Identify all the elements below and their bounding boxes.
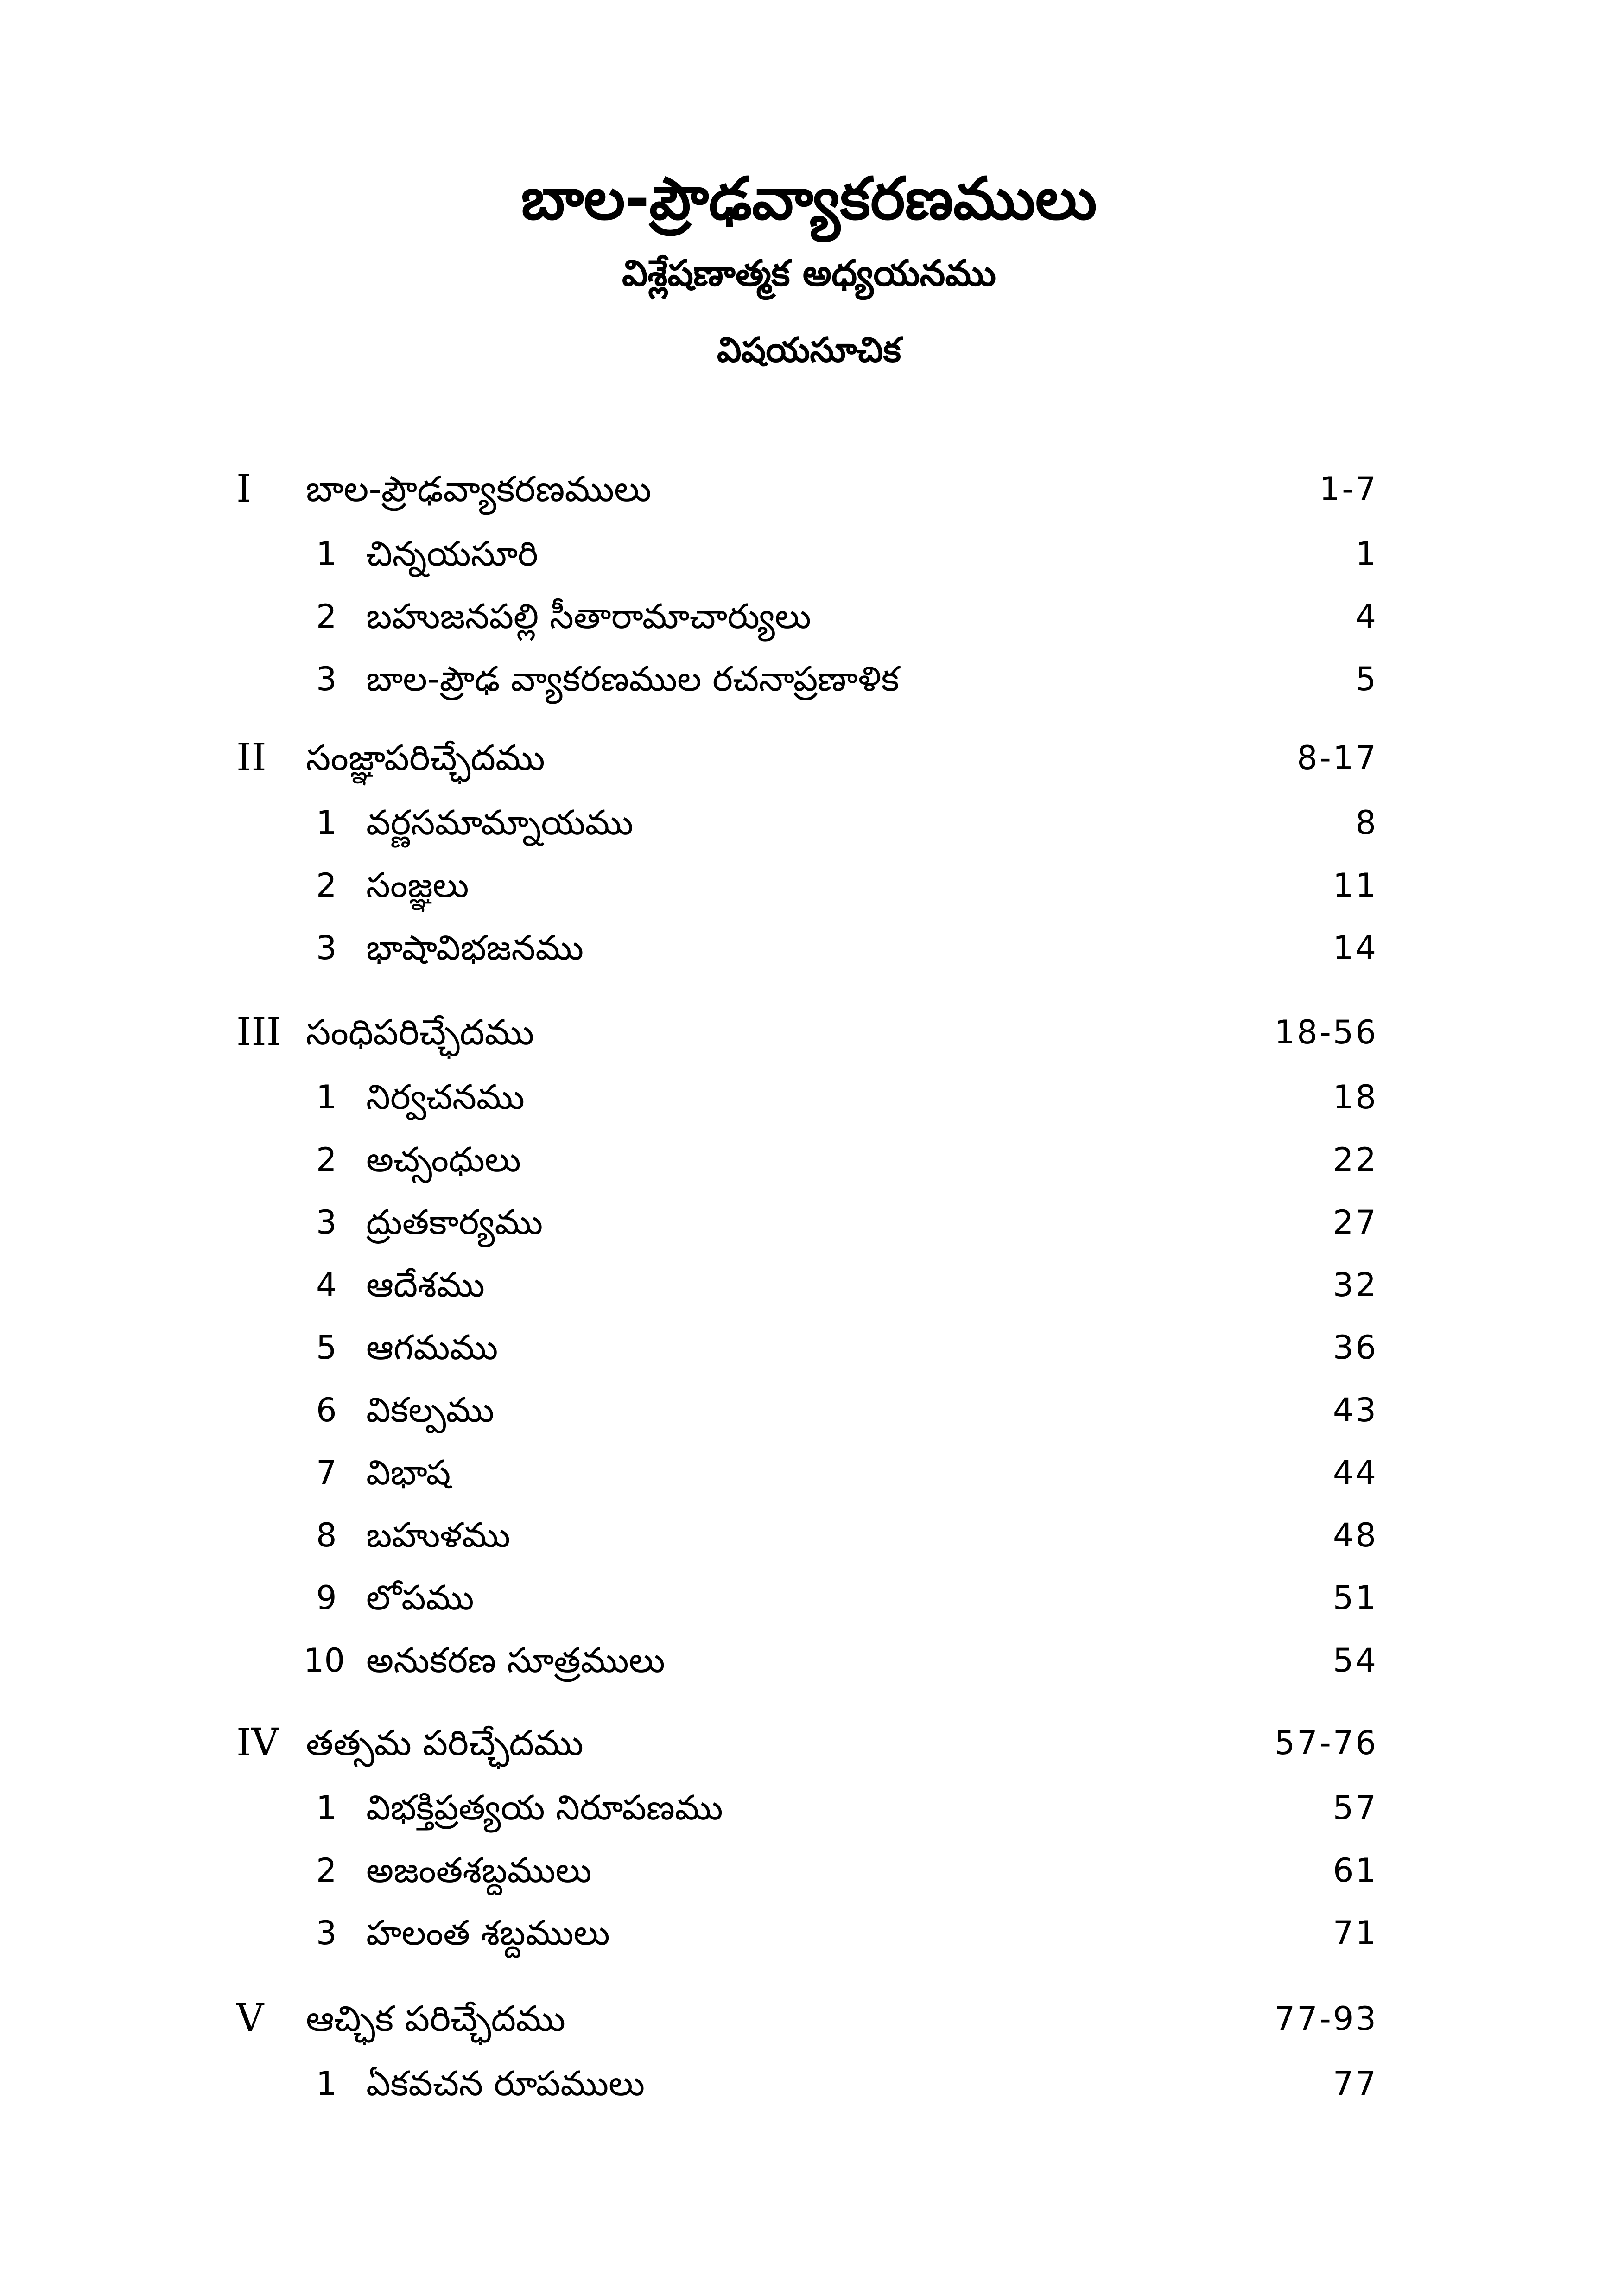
section-number: 1 [316, 535, 337, 573]
chapter-entry [0, 730, 1618, 786]
section-page: 61 [1332, 1851, 1378, 1889]
chapter-page-range: 77-93 [1274, 2000, 1378, 2038]
section-entry [0, 1445, 1618, 1501]
section-title: ద్రుతకార్యము [366, 1202, 543, 1242]
chapter-title: ఆచ్ఛిక పరిచ్ఛేదము [306, 1998, 565, 2039]
contents-heading: విషయసూచిక [717, 330, 901, 370]
section-title: భాషావిభజనము [366, 928, 584, 968]
book-title: బాల-ప్రౌఢవ్యాకరణములు [521, 165, 1097, 233]
section-number: 2 [316, 1141, 337, 1179]
section-title: విభక్తిప్రత్యయ నిరూపణము [366, 1788, 723, 1828]
chapter-title: తత్సమ పరిచ్ఛేదము [306, 1722, 584, 1763]
section-page: 51 [1332, 1579, 1378, 1617]
section-entry [0, 858, 1618, 913]
section-number: 2 [316, 598, 337, 636]
section-entry [0, 1905, 1618, 1961]
section-page: 77 [1332, 2065, 1378, 2103]
section-title: బహుజనపల్లి సీతారామాచార్యులు [366, 597, 811, 636]
section-number: 1 [316, 2065, 337, 2103]
section-title: బాల-ప్రౌఢ వ్యాకరణముల రచనాప్రణాళిక [366, 659, 900, 699]
section-entry [0, 2056, 1618, 2112]
section-page: 44 [1332, 1454, 1378, 1492]
section-entry [0, 795, 1618, 851]
section-entry [0, 920, 1618, 976]
section-title: ఏకవచన రూపములు [366, 2064, 645, 2104]
section-entry [0, 1570, 1618, 1626]
section-number: 1 [316, 1078, 337, 1116]
section-number: 3 [316, 1203, 337, 1241]
section-number: 1 [316, 1789, 337, 1827]
section-entry [0, 1195, 1618, 1250]
section-page: 8 [1355, 804, 1378, 842]
section-page: 1 [1355, 535, 1378, 573]
section-number: 2 [316, 1851, 337, 1889]
section-page: 36 [1332, 1329, 1378, 1367]
chapter-page-range: 57-76 [1274, 1724, 1378, 1762]
section-number: 4 [316, 1266, 337, 1304]
section-page: 11 [1332, 866, 1378, 904]
section-page: 32 [1332, 1266, 1378, 1304]
section-page: 48 [1332, 1516, 1378, 1554]
section-number: 3 [316, 929, 337, 967]
section-number: 2 [316, 866, 337, 904]
section-entry [0, 589, 1618, 644]
section-title: చిన్నయసూరి [366, 534, 539, 574]
section-page: 43 [1332, 1391, 1378, 1429]
section-page: 71 [1332, 1914, 1378, 1952]
section-number: 8 [316, 1516, 337, 1554]
chapter-page-range: 8-17 [1297, 739, 1378, 777]
section-entry [0, 1780, 1618, 1836]
section-number: 9 [316, 1579, 337, 1617]
chapter-numeral: IV [236, 1721, 279, 1765]
section-entry [0, 1507, 1618, 1563]
section-entry [0, 1382, 1618, 1438]
chapter-numeral: III [236, 1010, 282, 1054]
section-title: అజంతశబ్దములు [366, 1851, 592, 1890]
section-title: బహుళము [366, 1515, 511, 1555]
chapter-title: సంజ్ఞాపరిచ్ఛేదము [306, 737, 545, 778]
chapter-entry [0, 1005, 1618, 1060]
section-entry [0, 1132, 1618, 1188]
chapter-title: సంధిపరిచ్ఛేదము [306, 1011, 534, 1053]
section-number: 3 [316, 1914, 337, 1952]
section-title: లోపము [366, 1578, 474, 1618]
section-title: వికల్పము [366, 1390, 495, 1430]
section-page: 57 [1332, 1789, 1378, 1827]
section-entry [0, 1843, 1618, 1898]
section-page: 5 [1355, 660, 1378, 698]
section-entry [0, 1069, 1618, 1125]
section-title: వర్ణసమామ్నాయము [366, 803, 634, 843]
section-title: ఆదేశము [366, 1265, 485, 1305]
section-number: 3 [316, 660, 337, 698]
section-title: సంజ్ఞలు [366, 865, 469, 905]
book-subtitle: విశ్లేషణాత్మక అధ్యయనము [622, 253, 996, 294]
chapter-entry [0, 1991, 1618, 2047]
chapter-numeral: I [236, 467, 252, 511]
section-title: ఆగమము [366, 1328, 498, 1367]
section-entry [0, 1257, 1618, 1313]
section-page: 18 [1332, 1078, 1378, 1116]
chapter-page-range: 1-7 [1319, 470, 1378, 508]
section-number: 7 [316, 1454, 337, 1492]
section-page: 27 [1332, 1203, 1378, 1241]
section-title: విభాష [366, 1453, 451, 1493]
section-page: 22 [1332, 1141, 1378, 1179]
section-page: 4 [1355, 598, 1378, 636]
section-page: 54 [1332, 1641, 1378, 1679]
section-entry [0, 526, 1618, 582]
section-entry [0, 1633, 1618, 1688]
chapter-numeral: V [236, 1997, 264, 2041]
section-entry [0, 1320, 1618, 1375]
section-number: 1 [316, 804, 337, 842]
section-title: అచ్సంధులు [366, 1140, 521, 1180]
section-title: హలంత శబ్దములు [366, 1913, 610, 1953]
chapter-numeral: II [236, 736, 266, 780]
section-number: 6 [316, 1391, 337, 1429]
chapter-title: బాల-ప్రౌఢవ్యాకరణములు [306, 468, 652, 509]
section-title: నిర్వచనము [366, 1077, 525, 1117]
section-title: అనుకరణ సూత్రములు [366, 1641, 665, 1680]
chapter-page-range: 18-56 [1274, 1013, 1378, 1051]
chapter-entry [0, 461, 1618, 517]
section-entry [0, 651, 1618, 707]
section-page: 14 [1332, 929, 1378, 967]
chapter-entry [0, 1715, 1618, 1771]
section-number: 5 [316, 1329, 337, 1367]
section-number: 10 [304, 1641, 345, 1679]
